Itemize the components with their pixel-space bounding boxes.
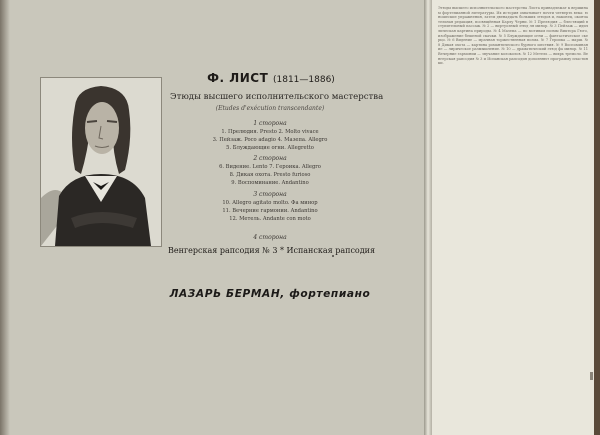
side-3-label: 3 сторона [253,191,287,198]
decorative-dot [332,255,334,257]
portrait-illustration [41,78,161,246]
side-2-label: 2 сторона [253,155,287,162]
side-4-content: Венгерская рапсодия № 3 * Испанская рапсодия [168,246,376,255]
page-edge-mark [590,372,593,380]
side-1-label: 1 сторона [253,120,287,127]
composer-portrait [40,77,162,247]
work-title: Этюды высшего исполнительского мастерства [170,92,384,102]
side-2-track-2: 8. Дикая охота. Presto furioso [229,172,311,178]
side-4-label: 4 сторона [253,234,287,241]
side-2-track-1: 6. Видение. Lento 7. Героика. Allegro [219,164,321,170]
side-3-track-1: 10. Allegro agitato molto. Фа минор [222,200,318,206]
side-2-track-3: 9. Воспоминание. Andantino [231,180,309,186]
composer-heading: Ф. ЛИСТ (1811—1886) [207,71,335,85]
performer-credit: ЛАЗАРЬ БЕРМАН, фортепиано [169,288,371,300]
side-3-track-2: 11. Вечерние гармонии. Andantino [222,208,318,214]
work-subtitle: (Etudes d'exécution transcendante) [215,105,325,112]
liner-notes-panel [432,0,600,435]
side-1-track-1: 1. Прелюдия. Presto 2. Molto vivace [221,129,319,135]
liner-notes-text: Этюды высшего исполнительского мастерства Листа принадлежат к вершинам фортепианной литературы. Их история охватывает почти четверть века: юношеские упражнения, затем двенадцать больших этюдов и, наконец, окончательная редакция, посвящённая Карлу Черни. № 1 Прелюдия — блестящий вступительный пассаж. № 2 — виртуозный этюд ля минор. № 3 Пейзаж — идиллическая картина природы. № 4 Мазепа — по мотивам поэмы Виктора Гюго, изображение бешеной скачки. № 5 Блуждающие огни — фантастическое скерцо. № 6 Видение — мрачная торжественная поэма. № 7 Героика — марш. № 8 Дикая охота — картина романтического бурного шествия. № 9 Воспоминание — лирическое размышление. № 10 — драматический этюд фа минор. № 11 Вечерние гармонии — звучание колоколов. № 12 Метель — вихрь тремоло. Венгерская рапсодия № 3 и Испанская рапсодия дополняют программу пластинки. [438,6,588,66]
sleeve-fold [424,0,432,435]
side-1-track-3: 5. Блуждающие огни. Allegretto [226,145,314,151]
side-1-track-2: 3. Пейзаж. Poco adagio 4. Мазепа. Allegro [212,137,328,143]
side-3-track-3: 12. Метель. Andante con moto [229,216,311,222]
